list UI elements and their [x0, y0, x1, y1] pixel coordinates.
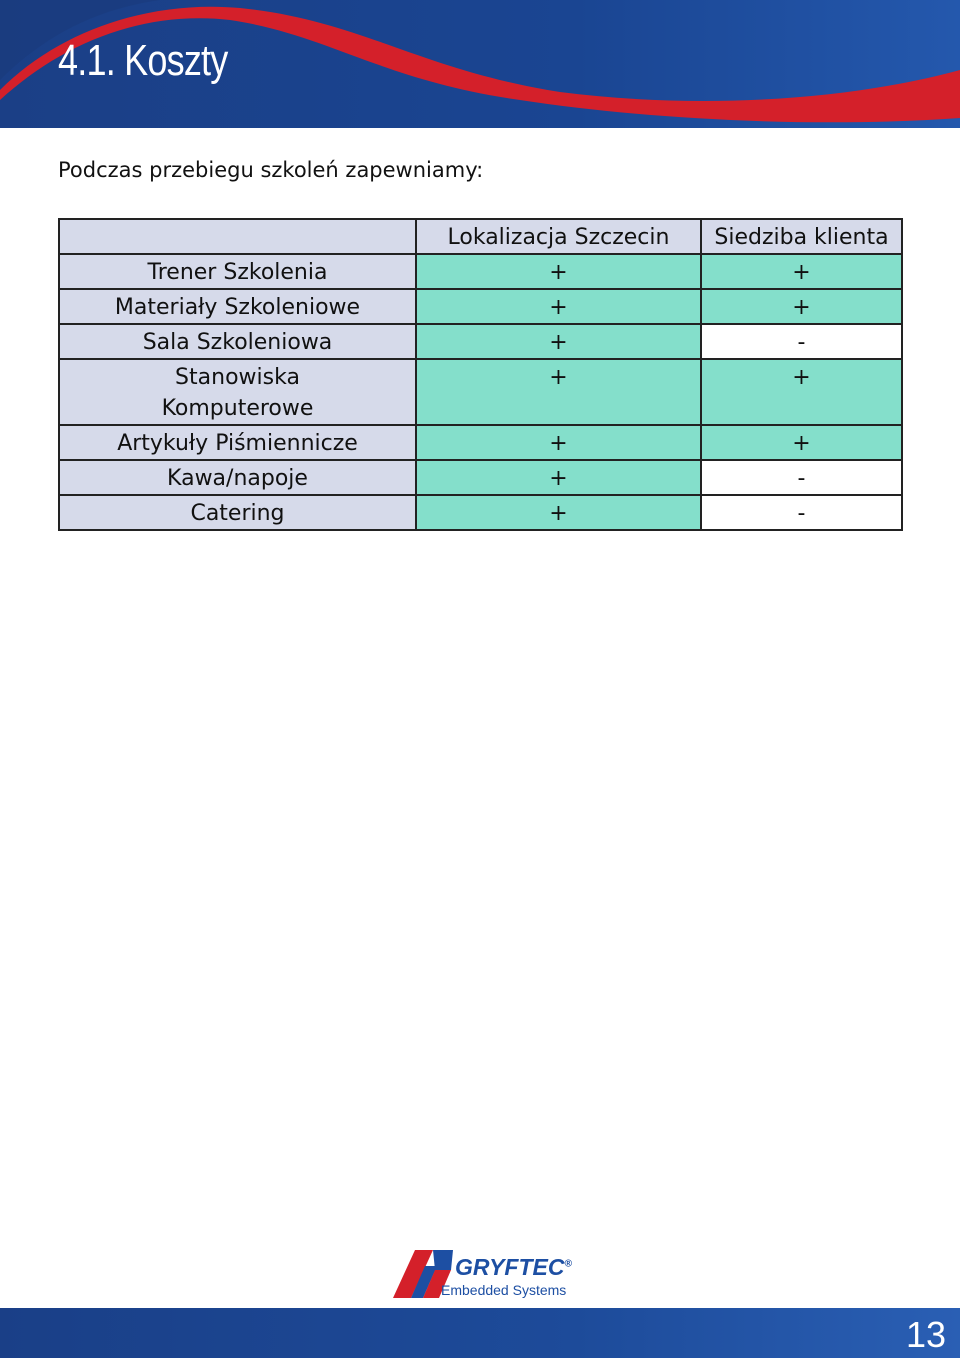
cell-client: +	[701, 289, 902, 324]
cell-szczecin: +	[416, 495, 701, 530]
header-cell-szczecin: Lokalizacja Szczecin	[416, 219, 701, 254]
cell-client: -	[701, 324, 902, 359]
table-header-row	[59, 219, 902, 254]
row-label: Kawa/napoje	[59, 460, 416, 495]
gryftec-logo	[393, 1246, 583, 1301]
row-label: Materiały Szkoleniowe	[59, 289, 416, 324]
logo-name: GRYFTEC	[455, 1254, 565, 1280]
cell-client: +	[701, 254, 902, 289]
cell-szczecin: +	[416, 254, 701, 289]
page-header	[0, 0, 960, 128]
row-label: Trener Szkolenia	[59, 254, 416, 289]
cell-client: +	[701, 425, 902, 460]
cell-szczecin: +	[416, 289, 701, 324]
costs-table	[58, 218, 903, 531]
cell-client: -	[701, 495, 902, 530]
logo-wordmark	[455, 1254, 572, 1281]
intro-text: Podczas przebiegu szkoleń zapewniamy:	[58, 158, 484, 182]
row-label: Catering	[59, 495, 416, 530]
row-label: Artykuły Piśmiennicze	[59, 425, 416, 460]
table-row	[59, 460, 902, 495]
table-row	[59, 425, 902, 460]
table-row	[59, 495, 902, 530]
row-label: Sala Szkoleniowa	[59, 324, 416, 359]
cell-szczecin: +	[416, 460, 701, 495]
cell-szczecin: +	[416, 425, 701, 460]
logo-registered-mark: ®	[564, 1258, 572, 1270]
header-cell-client: Siedziba klienta	[701, 219, 902, 254]
logo-subtitle: Embedded Systems	[441, 1282, 567, 1298]
header-cell-empty	[59, 219, 416, 254]
page-number: 13	[905, 1314, 946, 1355]
table-row	[59, 324, 902, 359]
table-row	[59, 254, 902, 289]
cell-client: -	[701, 460, 902, 495]
cell-szczecin: +	[416, 324, 701, 359]
row-label: Stanowiska Komputerowe	[59, 359, 416, 425]
table-row	[59, 359, 902, 425]
cell-client: +	[701, 359, 902, 425]
page-footer	[0, 1308, 960, 1358]
table-row	[59, 289, 902, 324]
cell-szczecin: +	[416, 359, 701, 425]
page-title: 4.1. Koszty	[58, 36, 228, 85]
